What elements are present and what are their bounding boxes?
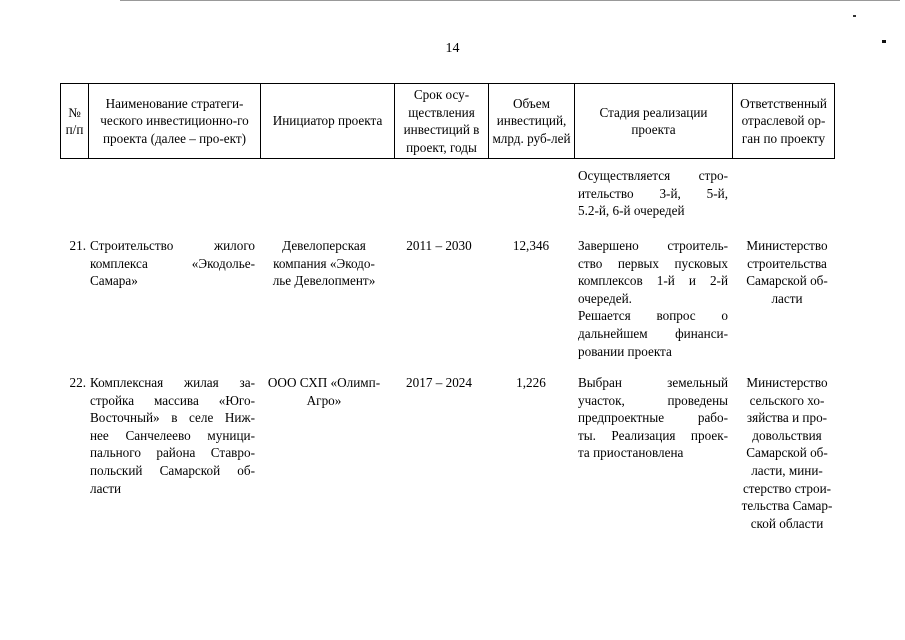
text-line: комплексов 1-й и 2-й bbox=[578, 273, 728, 289]
text-line: Министерство bbox=[746, 375, 828, 390]
text-line: пального района Ставро- bbox=[90, 445, 255, 461]
text-line: стройка массива «Юго- bbox=[90, 392, 255, 408]
authority-cell bbox=[734, 374, 840, 532]
text-line: лье Девелопмент» bbox=[272, 273, 376, 289]
header-name: Наименование стратеги-ческого инвестиционно-го проекта (далее – про-ект) bbox=[89, 84, 261, 159]
text-line: очередей. bbox=[578, 290, 632, 306]
text-line: Министерство bbox=[746, 238, 828, 253]
scan-speck bbox=[853, 15, 856, 17]
header-volume: Объем инвестиций, млрд. руб-лей bbox=[489, 84, 575, 159]
text-line: компания «Экодо- bbox=[273, 255, 375, 271]
text-line: Выбран земельный bbox=[578, 375, 728, 390]
header-num: № п/п bbox=[61, 84, 89, 159]
initiator-cell bbox=[257, 237, 391, 290]
text-line: предпроектные рабо- bbox=[578, 410, 728, 426]
text-line: ласти, мини- bbox=[751, 462, 823, 478]
text-line: Завершено строитель- bbox=[578, 238, 728, 253]
volume-cell: 12,346 bbox=[512, 238, 550, 253]
text-line: сельского хо- bbox=[749, 392, 825, 408]
text-line: тельства Самар- bbox=[741, 498, 833, 514]
text-line: ООО СХП «Олимп- bbox=[267, 375, 381, 390]
text-line: Комплексная жилая за- bbox=[90, 375, 255, 390]
text-line: ласти bbox=[90, 480, 122, 496]
text-line: ровании проекта bbox=[578, 343, 672, 359]
header-authority: Ответственный отраслевой ор-ган по проекту bbox=[733, 84, 835, 159]
text-line: ласти bbox=[771, 290, 803, 306]
text-line: строительства bbox=[747, 255, 827, 271]
term-cell: 2017 – 2024 bbox=[406, 375, 472, 390]
header-stage: Стадия реализации проекта bbox=[575, 84, 733, 159]
text-line: довольствия bbox=[752, 427, 822, 443]
text-line: та приостановлена bbox=[578, 445, 684, 461]
text-line: Самара» bbox=[90, 273, 138, 289]
project-name-cell bbox=[90, 374, 255, 497]
page-number: 14 bbox=[445, 41, 460, 56]
text-line: дальнейшем финанси- bbox=[578, 325, 728, 341]
header-initiator: Инициатор проекта bbox=[261, 84, 395, 159]
text-line: 5.2-й, 6-й очередей bbox=[578, 203, 685, 219]
table-header bbox=[60, 83, 835, 159]
scan-edge-line bbox=[120, 0, 900, 1]
text-line: Самарской об- bbox=[746, 445, 828, 461]
text-line: зяйства и про- bbox=[746, 410, 828, 426]
text-line: Агро» bbox=[306, 392, 342, 408]
text-line: стерство строи- bbox=[742, 480, 832, 496]
text-line: ской области bbox=[750, 515, 824, 531]
text-line: Строительство жилого bbox=[90, 238, 255, 253]
continuation-stage-cell bbox=[578, 167, 728, 220]
text-line: польский Самарской об- bbox=[90, 462, 255, 478]
project-name-cell bbox=[90, 237, 255, 290]
text-line: комплекса «Экодолье- bbox=[90, 255, 255, 271]
text-line: ство первых пусковых bbox=[578, 255, 728, 271]
authority-cell bbox=[734, 237, 840, 307]
header-row bbox=[61, 84, 835, 159]
text-line: Самарской об- bbox=[746, 273, 828, 289]
text-line: Девелоперская bbox=[282, 238, 366, 253]
volume-cell: 1,226 bbox=[516, 375, 546, 390]
text-line: ты. Реализация проек- bbox=[578, 427, 728, 443]
text-line: участок, проведены bbox=[578, 392, 728, 408]
header-term: Срок осу-ществления инвестиций в проект, годы bbox=[395, 84, 489, 159]
row-number: 22. bbox=[69, 375, 86, 390]
initiator-cell bbox=[257, 374, 391, 409]
text-line: ительство 3-й, 5-й, bbox=[578, 185, 728, 201]
row-number: 21. bbox=[69, 238, 86, 253]
text-line: Решается вопрос о bbox=[578, 308, 728, 324]
text-line: нее Санчелеево муници- bbox=[90, 427, 255, 443]
stage-cell bbox=[578, 374, 728, 462]
stage-cell bbox=[578, 237, 728, 360]
text-line: Осуществляется стро- bbox=[578, 168, 728, 183]
term-cell: 2011 – 2030 bbox=[406, 238, 472, 253]
text-line: Восточный» в селе Ниж- bbox=[90, 410, 255, 426]
